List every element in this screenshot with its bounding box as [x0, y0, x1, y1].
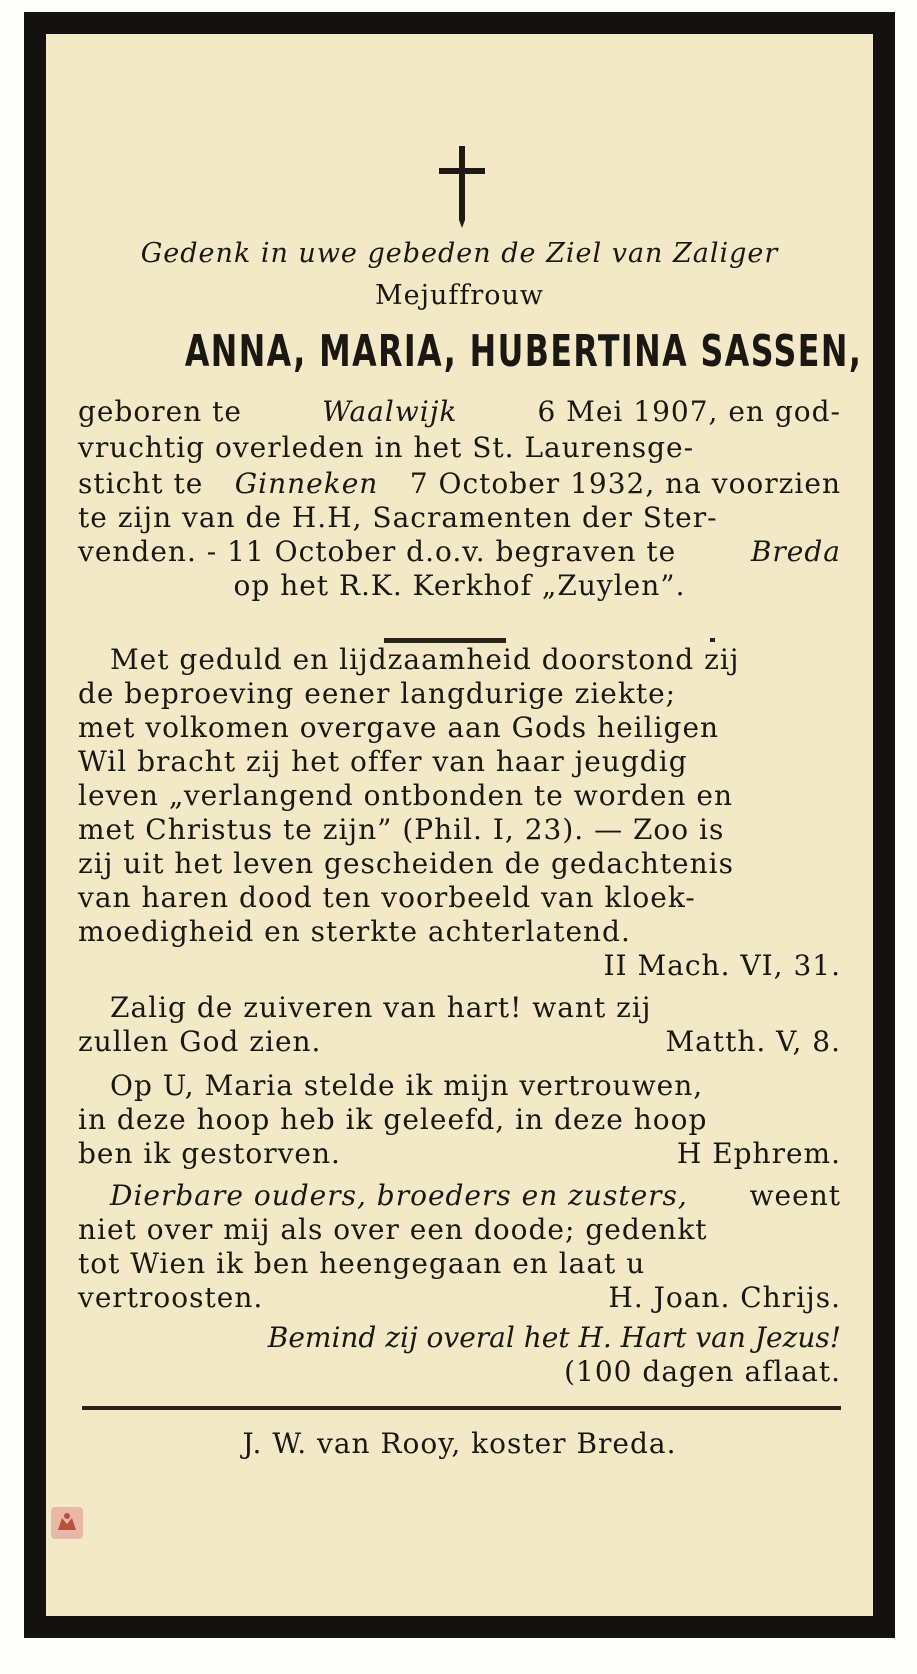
body-line-5: leven „verlangend ontbonden te worden en	[78, 779, 734, 812]
bio-line-1: geboren te Waalwijk 6 Mei 1907, en god-	[78, 395, 841, 428]
title-line: Mejuffrouw	[374, 280, 545, 311]
printer-line: J. W. van Rooy, koster Breda.	[242, 1427, 677, 1460]
divider-dot	[710, 638, 715, 642]
bio-line-3: sticht te Ginneken 7 October 1932, na voorzien	[78, 467, 841, 500]
body-line-3: met volkomen overgave aan Gods heiligen	[78, 711, 720, 744]
seal-logo	[48, 1504, 86, 1542]
quote-3-line-2: niet over mij als over een doode; gedenkt	[78, 1213, 708, 1246]
mourning-card-border	[24, 12, 895, 1638]
bio-line-6: op het R.K. Kerkhof „Zuylen”.	[233, 569, 686, 602]
bio-line-4: te zijn van de H.H, Sacramenten der Ster-	[78, 501, 718, 534]
intro-line: Gedenk in uwe gebeden de Ziel van Zaliger	[140, 238, 779, 269]
bio-line-5: venden. - 11 October d.o.v. begraven te Breda	[78, 535, 841, 568]
latin-cross-icon	[436, 144, 488, 230]
quote-2-line-1: Op U, Maria stelde ik mijn vertrouwen,	[110, 1069, 704, 1102]
quote-2-source: H Ephrem.	[676, 1137, 841, 1170]
body-line-7: zij uit het leven gescheiden de gedachtenis	[78, 847, 734, 880]
deceased-name: ANNA, MARIA, HUBERTINA SASSEN,	[184, 326, 863, 377]
quote-3-line-1: Dierbare ouders, broeders en zusters, weent	[110, 1179, 841, 1212]
body-line-1: Met geduld en lijdzaamheid doorstond zij	[110, 643, 740, 676]
indulgence-prayer: Bemind zij overal het H. Hart van Jezus!	[267, 1321, 841, 1354]
card-paper	[46, 34, 873, 1616]
quote-1-line-2: zullen God zien. Matth. V, 8.	[78, 1025, 841, 1058]
body-line-6: met Christus te zijn” (Phil. I, 23). — Zoo is	[78, 813, 725, 846]
body-line-4: Wil bracht zij het offer van haar jeugdig	[78, 745, 688, 778]
quote-3-line-4: vertroosten. H. Joan. Chrijs.	[78, 1281, 841, 1314]
quote-1-source: Matth. V, 8.	[665, 1025, 841, 1058]
body-line-2: de beproeving eener langdurige ziekte;	[78, 677, 677, 710]
bio-line-2: vruchtig overleden in het St. Laurensge-	[78, 431, 695, 464]
indulgence-days: (100 dagen aflaat.	[564, 1355, 841, 1388]
footer-divider	[82, 1406, 841, 1410]
quote-1-line-1: Zalig de zuiveren van hart! want zij	[110, 991, 652, 1024]
quote-2-line-3: ben ik gestorven. H Ephrem.	[78, 1137, 841, 1170]
quote-3-line-3: tot Wien ik ben heengegaan en laat u	[78, 1247, 646, 1280]
body-line-9: moedigheid en sterkte achterlatend.	[78, 915, 631, 948]
body-line-8: van haren dood ten voorbeeld van kloek-	[78, 881, 696, 914]
quote-3-source: H. Joan. Chrijs.	[608, 1281, 841, 1314]
quote-2-line-2: in deze hoop heb ik geleefd, in deze hoop	[78, 1103, 708, 1136]
scripture-ref-1: II Mach. VI, 31.	[603, 949, 841, 982]
